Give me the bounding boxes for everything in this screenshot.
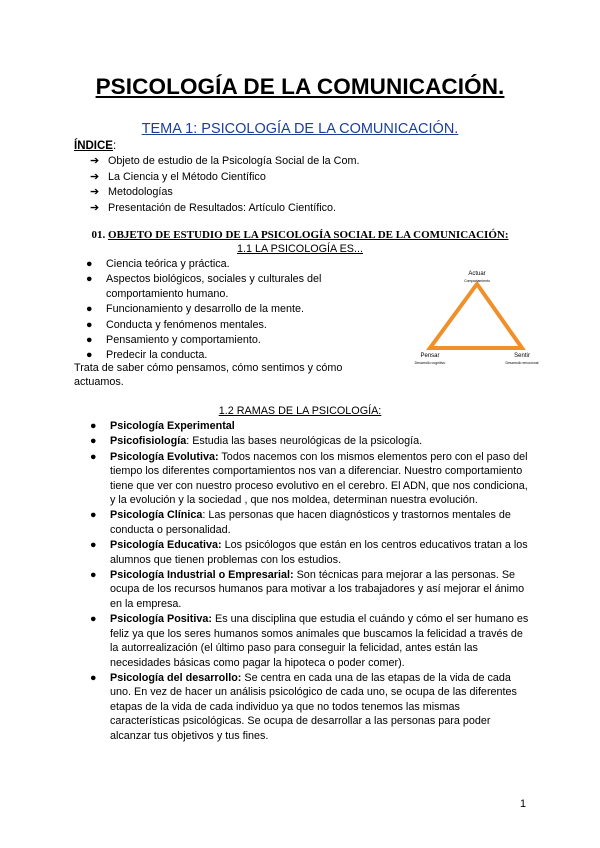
section-title: OBJETO DE ESTUDIO DE LA PSICOLOGÍA SOCIAL DE LA COMUNICACIÓN: <box>108 229 509 241</box>
list-item <box>80 318 350 332</box>
arrow-icon: ➔ <box>90 155 100 167</box>
index-item-text: Objeto de estudio de la Psicología Social de la Com. <box>108 155 360 167</box>
subsection-heading-1-2: 1.2 RAMAS DE LA PSICOLOGÍA: <box>218 405 382 417</box>
branch-text: : Estudia las bases neurológicas de la psicología. <box>186 435 423 448</box>
list-item-text: Ciencia teórica y práctica. <box>106 258 230 270</box>
page-number: 1 <box>519 798 526 810</box>
bullet-icon: ● <box>90 509 97 522</box>
branch-name: Psicofisiología <box>110 435 187 448</box>
branch-text: Es una disciplina que estudia el cuándo y cómo el ser humano es feliz ya que los seres humanos somos animales que buscamos la felicidad a través de la autorrealización (el último paso para conseguir la felicidad, antes están las necesidades básicas como pagar la hipoteca o poder comer). <box>110 613 529 669</box>
branch-name: Psicología Experimental <box>110 420 235 432</box>
list-item-text: Predecir la conducta. <box>106 349 208 362</box>
subsection-heading-1-1: 1.1 LA PSICOLOGÍA ES... <box>236 243 364 255</box>
diagram-label-actuar: Actuar <box>468 271 486 277</box>
bullet-icon: ● <box>86 318 93 331</box>
index-item <box>90 170 359 186</box>
branch-name: Psicología Positiva: <box>110 613 213 626</box>
branch-text: : Las personas que hacen diagnósticos y trastornos mentales de conducta o personalidad. <box>110 509 511 536</box>
list-item-text: Funcionamiento y desarrollo de la mente. <box>106 303 305 316</box>
bullet-icon: ● <box>90 569 97 582</box>
arrow-icon: ➔ <box>90 170 100 183</box>
section-number: 01. <box>91 229 106 241</box>
list-item <box>80 257 350 271</box>
diagram-sub-pensar: Desarrollo cognitivo <box>414 361 446 365</box>
list-item <box>80 272 350 301</box>
branch-name: Psicología Evolutiva: <box>110 450 219 463</box>
bullet-icon: ● <box>86 273 93 286</box>
list-item <box>80 302 350 316</box>
branch-item <box>84 671 530 743</box>
bullet-icon: ● <box>90 450 97 463</box>
bullet-icon: ● <box>90 539 97 552</box>
index-item-text: Metodologías <box>108 186 173 198</box>
diagram-sub-sentir: Desarrollo emocional <box>505 361 539 365</box>
intro-paragraph: Trata de saber cómo pensamos, cómo sentimos y cómo actuamos. <box>74 362 343 389</box>
bullet-icon: ● <box>90 420 97 432</box>
index-item <box>90 201 359 217</box>
branch-text: Los psicólogos que están en los centros educativos tratan a los alumnos que tienen problemas con los estudios. <box>110 539 528 566</box>
bullet-icon: ● <box>86 258 93 270</box>
triangle-shape <box>430 284 522 348</box>
branch-item <box>84 450 530 508</box>
branch-item <box>84 538 530 567</box>
index-label: ÍNDICE <box>74 140 113 152</box>
branch-name: Psicología del desarrollo: <box>110 671 242 684</box>
branch-text: Se centra en cada una de las etapas de la vida de cada uno. En vez de hacer un análisis psicológico de cada uno, se ocupa de las diferentes etapas de la vida de cada individuo ya que no todos tenemos las mismas características psicológicas. Se ocupa de desarrollar a las personas para poder alcanzar tus objetivos y tus fines. <box>110 671 517 742</box>
index-item-text: La Ciencia y el Método Científico <box>108 170 266 183</box>
branch-item <box>84 612 530 670</box>
branch-item <box>84 419 530 433</box>
list-item-text: Conducta y fenómenos mentales. <box>106 318 267 331</box>
arrow-icon: ➔ <box>90 201 100 214</box>
arrow-icon: ➔ <box>90 186 100 198</box>
bullet-icon: ● <box>90 435 97 448</box>
bullet-icon: ● <box>90 671 97 684</box>
index-heading <box>74 140 116 152</box>
branch-name: Psicología Educativa: <box>110 539 222 552</box>
index-item <box>90 185 359 201</box>
bullet-icon: ● <box>86 349 93 362</box>
bullet-icon: ● <box>86 303 93 316</box>
branch-item <box>84 508 530 537</box>
section-heading <box>0 229 600 241</box>
page-title: PSICOLOGÍA DE LA COMUNICACIÓN. <box>95 74 505 99</box>
branch-text: Todos nacemos con los mismos elementos pero con el paso del tiempo los diferentes comportamientos nos van a diferenciar. Nuestro comportamiento tiene que ver con nuestro proceso evolutivo en el cerebro. El ADN, que nos condiciona, y la evolución y la sociedad , que nos moldea, determinan nuestra evolución. <box>110 450 528 507</box>
psychology-branches-list <box>84 419 530 744</box>
index-item-text: Presentación de Resultados: Artículo Científico. <box>108 201 337 214</box>
branch-name: Psicología Clínica <box>110 509 203 522</box>
branch-name: Psicología Industrial o Empresarial: <box>110 569 294 582</box>
triangle-diagram <box>402 267 552 377</box>
index-colon: : <box>112 140 117 152</box>
branch-text: Son técnicas para mejorar a las personas. Se ocupa de los recursos humanos para motivar a los trabajadores y así mejorar el ánimo en la empresa. <box>110 569 525 610</box>
index-list <box>90 154 359 216</box>
branch-item <box>84 568 530 611</box>
diagram-sub-actuar: Comportamiento <box>464 279 490 283</box>
diagram-label-pensar: Pensar <box>420 353 440 359</box>
tema-title: TEMA 1: PSICOLOGÍA DE LA COMUNICACIÓN. <box>141 121 459 137</box>
branch-item <box>84 434 530 448</box>
psychology-is-list <box>80 257 350 364</box>
list-item-text: Pensamiento y comportamiento. <box>106 334 261 347</box>
bullet-icon: ● <box>90 613 97 626</box>
index-item <box>90 154 359 170</box>
list-item-text: Aspectos biológicos, sociales y culturales del comportamiento humano. <box>106 273 322 300</box>
bullet-icon: ● <box>86 334 93 347</box>
list-item <box>80 333 350 347</box>
diagram-label-sentir: Sentir <box>514 353 530 359</box>
